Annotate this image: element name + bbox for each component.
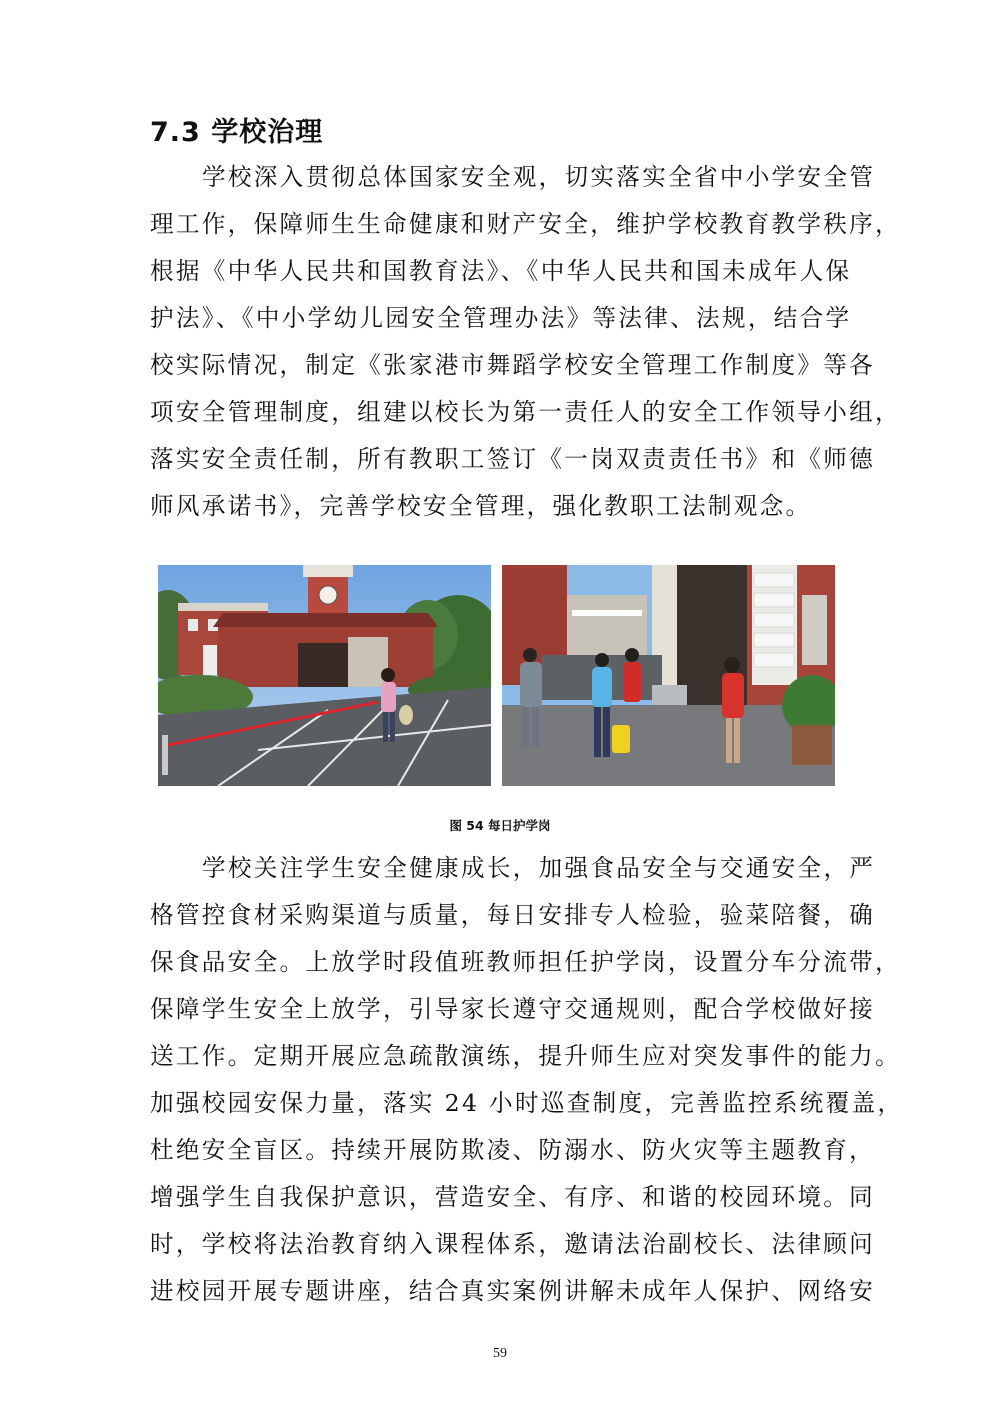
text-line: 学校深入贯彻总体国家安全观，切实落实全省中小学安全管 (202, 163, 876, 191)
text-line: 校实际情况，制定《张家港市舞蹈学校安全管理工作制度》等各 (150, 351, 876, 379)
text-line: 时，学校将法治教育纳入课程体系，邀请法治副校长、法律顾问 (150, 1230, 876, 1258)
text-line: 进校园开展专题讲座，结合真实案例讲解未成年人保护、网络安 (150, 1277, 876, 1305)
text-line: 加强校园安保力量，落实 24 小时巡查制度，完善监控系统覆盖， (150, 1089, 904, 1117)
text-line: 送工作。定期开展应急疏散演练，提升师生应对突发事件的能力。 (150, 1042, 901, 1070)
page-number: 59 (493, 1346, 507, 1361)
text-line: 落实安全责任制，所有教职工签订《一岗双责责任书》和《师德 (150, 445, 876, 473)
text-line: 保障学生安全上放学，引导家长遵守交通规则，配合学校做好接 (150, 995, 876, 1023)
text-line: 格管控食材采购渠道与质量，每日安排专人检验，验菜陪餐，确 (150, 901, 876, 929)
text-line: 师风承诺书》，完善学校安全管理，强化教职工法制观念。 (150, 492, 812, 520)
text-line: 理工作，保障师生生命健康和财产安全，维护学校教育教学秩序， (150, 210, 901, 238)
text-line: 根据《中华人民共和国教育法》、《中华人民共和国未成年人保 (150, 257, 852, 285)
text-line: 护法》、《中小学幼儿园安全管理办法》等法律、法规，结合学 (150, 304, 852, 332)
text-line: 增强学生自我保护意识，营造安全、有序、和谐的校园环境。同 (150, 1183, 876, 1211)
text-line: 杜绝安全盲区。持续开展防欺凌、防溺水、防火灾等主题教育， (150, 1136, 876, 1164)
school-gate-photo (158, 565, 491, 786)
text-line: 保食品安全。上放学时段值班教师担任护学岗，设置分车分流带， (150, 948, 901, 976)
paragraph-2 (150, 845, 904, 1315)
section-heading: 7.3 学校治理 (150, 117, 324, 148)
figure-caption: 图 54 每日护学岗 (449, 818, 551, 833)
duty-teachers-photo (502, 565, 835, 786)
paragraph-1 (150, 154, 901, 530)
text-line: 学校关注学生安全健康成长，加强食品安全与交通安全，严 (202, 854, 876, 882)
text-line: 项安全管理制度，组建以校长为第一责任人的安全工作领导小组， (150, 398, 901, 426)
